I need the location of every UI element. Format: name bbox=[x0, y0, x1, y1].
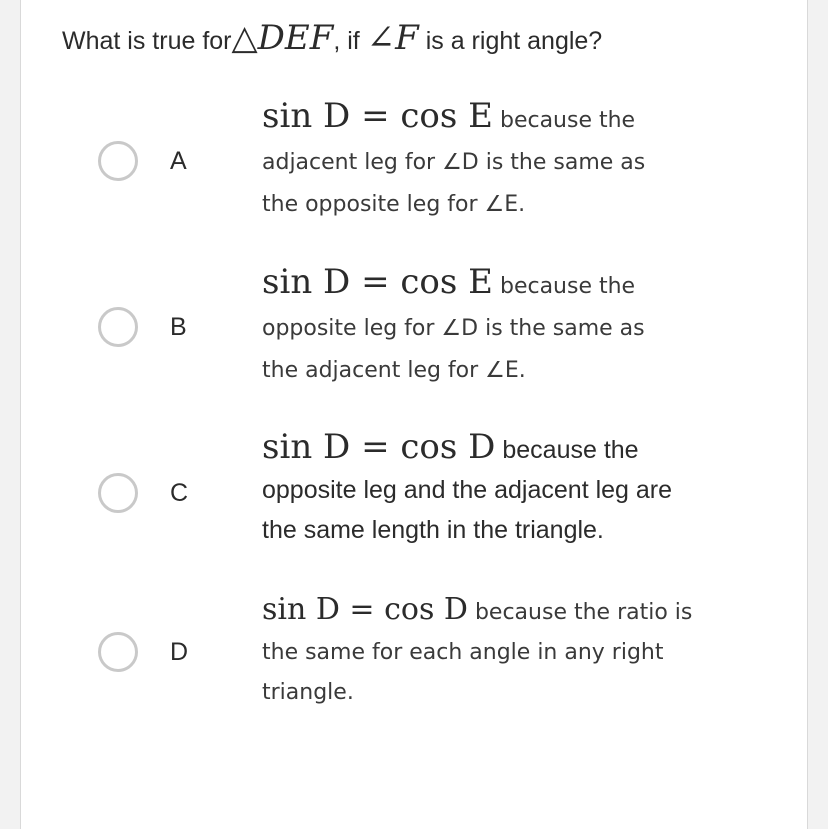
option-a-line1: because the bbox=[492, 108, 636, 133]
option-b[interactable] bbox=[90, 261, 770, 411]
option-b-equation: sin D = cos E bbox=[262, 262, 493, 302]
option-c-equation: sin D = cos D bbox=[262, 427, 496, 467]
option-d-letter: D bbox=[170, 638, 189, 666]
option-b-text bbox=[262, 261, 742, 392]
question-prefix: What is true for bbox=[62, 27, 232, 55]
question-suffix: is a right angle? bbox=[418, 27, 603, 55]
option-d-equation: sin D = cos D bbox=[262, 592, 468, 627]
option-c-text bbox=[262, 427, 742, 550]
option-d-radio[interactable] bbox=[98, 632, 138, 672]
option-d[interactable] bbox=[90, 590, 770, 740]
option-a-text bbox=[262, 95, 742, 226]
option-c-line1: because the bbox=[495, 436, 639, 464]
triangle-def: △DEF bbox=[231, 18, 334, 58]
option-a-line3: the opposite leg for ∠E. bbox=[262, 192, 526, 217]
option-d-line3: triangle. bbox=[262, 680, 354, 705]
option-b-letter: B bbox=[170, 313, 187, 341]
angle-f: ∠F bbox=[366, 18, 419, 58]
option-d-line2: the same for each angle in any right bbox=[262, 640, 664, 665]
question-text bbox=[62, 18, 602, 58]
option-a-letter: A bbox=[170, 147, 187, 175]
option-a-line2: adjacent leg for ∠D is the same as bbox=[262, 150, 646, 175]
option-a-equation: sin D = cos E bbox=[262, 96, 493, 136]
option-c-line3: the same length in the triangle. bbox=[262, 516, 604, 544]
option-a[interactable] bbox=[90, 95, 770, 245]
option-c-radio[interactable] bbox=[98, 473, 138, 513]
option-b-line1: because the bbox=[492, 274, 636, 299]
option-b-line2: opposite leg for ∠D is the same as bbox=[262, 316, 645, 341]
option-c-letter: C bbox=[170, 479, 189, 507]
option-c-line2: opposite leg and the adjacent leg are bbox=[262, 476, 673, 504]
option-d-line1: because the ratio is bbox=[467, 600, 693, 625]
option-a-radio[interactable] bbox=[98, 141, 138, 181]
option-c[interactable] bbox=[90, 427, 770, 577]
option-b-line3: the adjacent leg for ∠E. bbox=[262, 358, 526, 383]
option-b-radio[interactable] bbox=[98, 307, 138, 347]
option-d-text bbox=[262, 590, 742, 713]
question-middle: , if bbox=[333, 27, 367, 55]
